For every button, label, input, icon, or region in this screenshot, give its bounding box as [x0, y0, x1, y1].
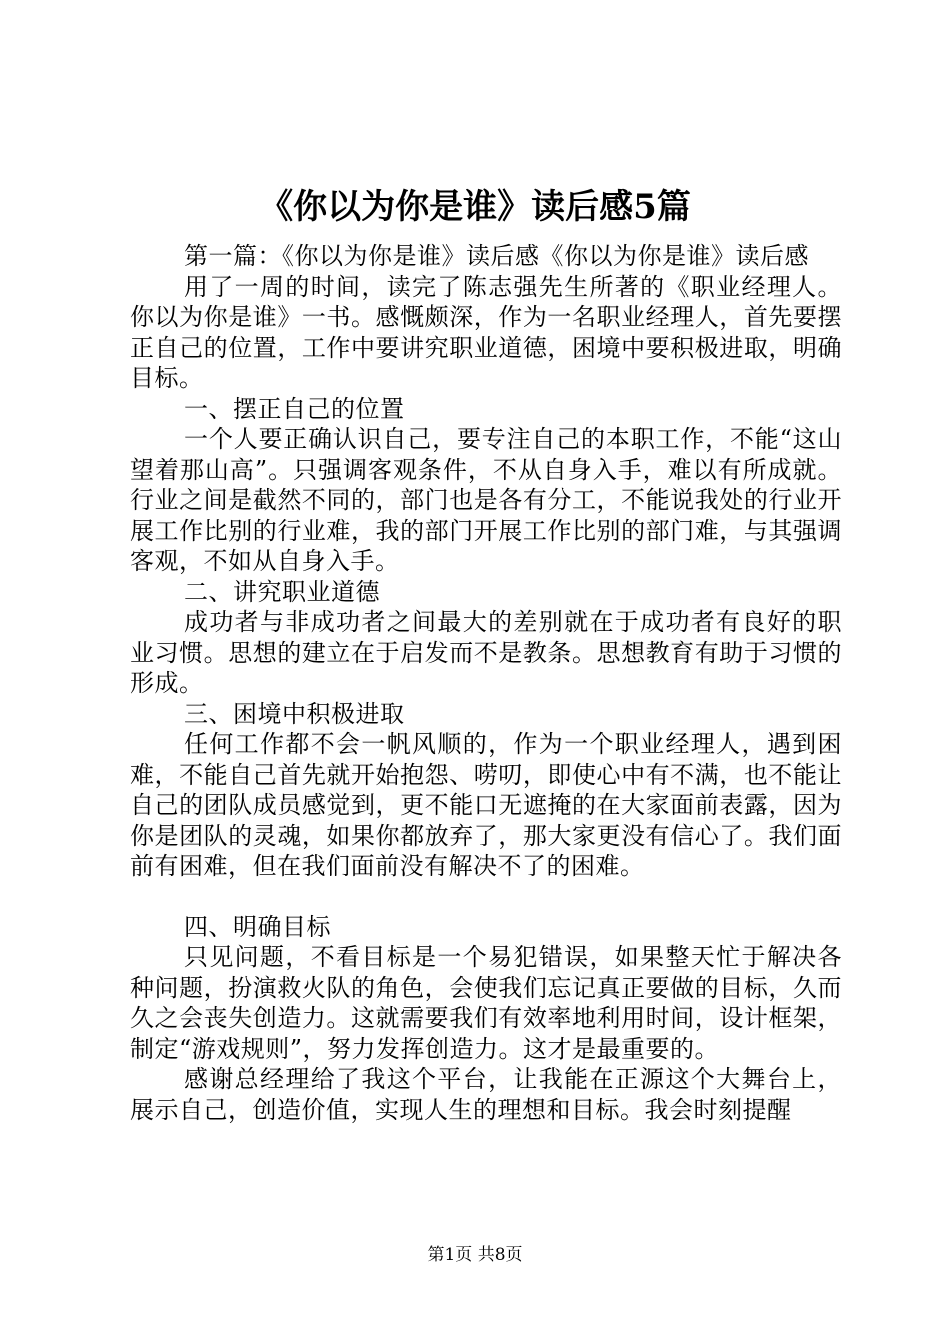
paragraph-section-3: 任何工作都不会一帆风顺的，作为一个职业经理人，遇到困难，不能自己首先就开始抱怨、唠叨，即使心中有不满，也不能让自己的团队成员感觉到，更不能口无遮掩的在大家面前表露，因为你是团队的灵魂，如果你都放弃了，那大家更没有信心了。我们面前有困难，但在我们面前没有解决不了的困难。: [130, 730, 842, 880]
paragraph-section-1: 一个人要正确认识自己，要专注自己的本职工作，不能“这山望着那山高”。只强调客观条件，不从自身入手，难以有所成就。行业之间是截然不同的，部门也是各有分工，不能说我处的行业开展工作比别的行业难，我的部门开展工作比别的部门难，与其强调客观，不如从自身入手。: [130, 425, 842, 575]
paragraph-section-4: 只见问题，不看目标是一个易犯错误，如果整天忙于解决各种问题，扮演救火队的角色，会使我们忘记真正要做的目标，久而久之会丧失创造力。这就需要我们有效率地利用时间，设计框架，制定“游戏规则”，努力发挥创造力。这才是最重要的。: [130, 943, 842, 1063]
document-body: [130, 241, 842, 1125]
paragraph-chapter-heading: 第一篇：《你以为你是谁》读后感《你以为你是谁》读后感: [184, 242, 809, 270]
section-heading-3: 三、困境中积极进取: [184, 699, 405, 728]
section-heading-4: 四、明确目标: [184, 912, 331, 941]
paragraph-closing: 感谢总经理给了我这个平台，让我能在正源这个大舞台上，展示自己，创造价值，实现人生的理想和目标。我会时刻提醒: [130, 1065, 842, 1124]
section-heading-2: 二、讲究职业道德: [184, 577, 380, 606]
paragraph-intro: 用了一周的时间，读完了陈志强先生所著的《职业经理人。你以为你是谁》一书。感慨颇深，作为一名职业经理人，首先要摆正自己的位置，工作中要讲究职业道德，困境中要积极进取，明确目标。: [130, 272, 842, 392]
paragraph-section-2: 成功者与非成功者之间最大的差别就在于成功者有良好的职业习惯。思想的建立在于启发而不是教条。思想教育有助于习惯的形成。: [130, 608, 842, 697]
section-heading-1: 一、摆正自己的位置: [184, 394, 405, 423]
page-title: 《你以为你是谁》读后感5篇: [259, 187, 691, 227]
page-number-footer: 第1页 共8页: [427, 1245, 523, 1265]
